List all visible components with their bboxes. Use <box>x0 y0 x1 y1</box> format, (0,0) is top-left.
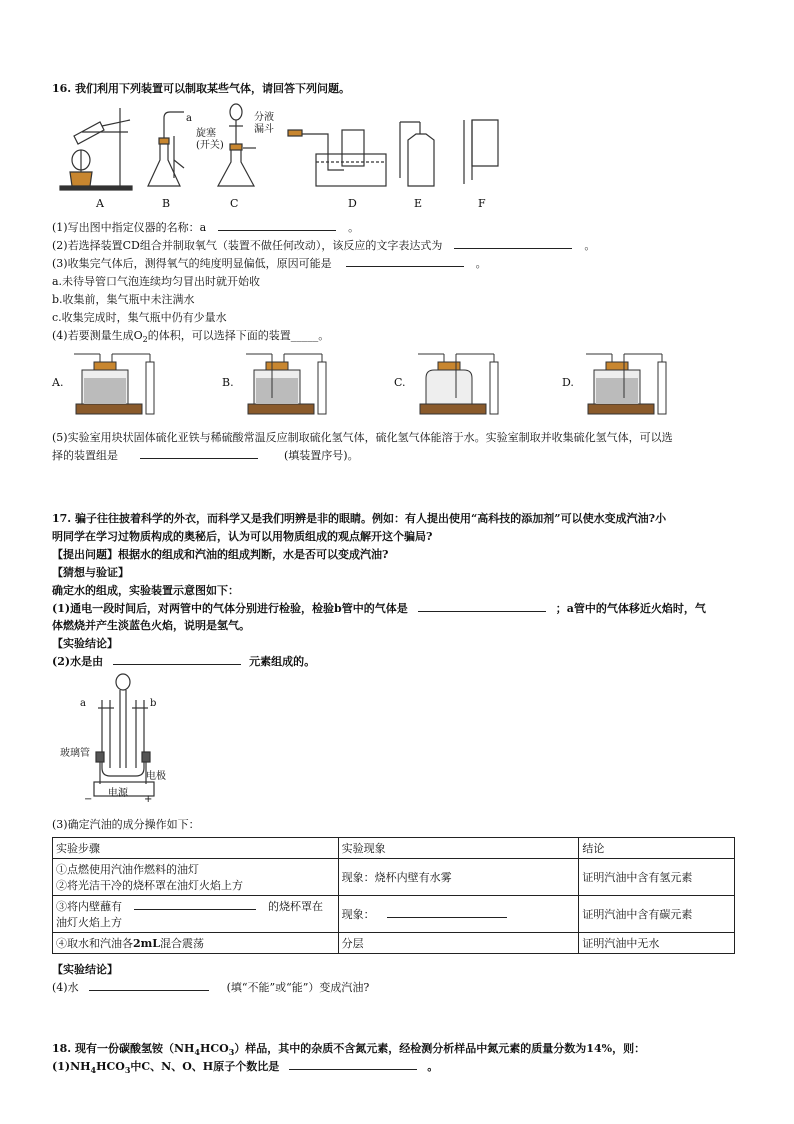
apparatus-label: B <box>162 197 171 210</box>
electrolysis-label-a: a <box>80 698 86 709</box>
answer-blank[interactable] <box>89 980 209 991</box>
minus-sign: − <box>84 794 93 805</box>
q17-heading-conclusion-2: 【实验结论】 <box>52 963 118 976</box>
answer-blank[interactable] <box>140 448 258 459</box>
q16-title: 16. 我们利用下列装置可以制取某些气体，请回答下列问题。 <box>52 82 350 95</box>
q16-part5-line2: 择的装置组是 (填装置序号)。 <box>52 449 359 462</box>
apparatus-d <box>288 130 386 186</box>
apparatus-f <box>464 120 498 184</box>
apparatus-e <box>400 122 434 186</box>
q17-line1: 17. 骗子往往披着科学的外衣，而科学又是我们明辨是非的眼睛。例如：有人提出使用“高科技的添加剂”可以使水变成汽油?小 <box>52 512 667 525</box>
measure-setups <box>70 348 670 420</box>
answer-blank[interactable] <box>454 238 572 249</box>
glass-tube-label: 玻璃管 <box>60 748 90 759</box>
setup-b <box>246 354 326 414</box>
q17-part3: (3)确定汽油的成分操作如下： <box>52 818 200 831</box>
electrolysis-label-b: b <box>150 698 157 709</box>
answer-blank[interactable] <box>134 899 256 910</box>
setup-option-c[interactable]: C. <box>394 376 406 389</box>
setup-a <box>74 354 154 414</box>
table-row: ④取水和汽油各2mL混合震荡 分层 证明汽油中无水 <box>53 933 735 954</box>
table-header: 实验步骤 <box>53 838 339 859</box>
table-header: 实验现象 <box>338 838 579 859</box>
label-switch: (开关) <box>196 140 224 151</box>
q16-option-b: b.收集前，集气瓶中未注满水 <box>52 293 195 306</box>
q16-part4: (4)若要测量生成$O_2$的体积，可以选择下面的装置_____。 <box>52 329 330 345</box>
q16-part1: (1)写出图中指定仪器的名称：a 。 <box>52 221 360 234</box>
q16-option-a: a.未待导管口气泡连续均匀冒出时就开始收 <box>52 275 261 288</box>
electrode-label: 电极 <box>146 771 166 782</box>
apparatus-a <box>60 108 132 190</box>
apparatus-label: D <box>348 197 357 210</box>
setup-c <box>418 354 498 414</box>
table-row: ③将内壁蘸有 的烧杯罩在 油灯火焰上方 现象： 证明汽油中含有碳元素 <box>53 896 735 933</box>
setup-option-a[interactable]: A. <box>52 376 64 389</box>
apparatus-label: A <box>96 197 104 210</box>
answer-blank[interactable] <box>346 256 464 267</box>
q17-heading-conclusion: 【实验结论】 <box>52 637 118 650</box>
table-row: ①点燃使用汽油作燃料的油灯 ②将光洁干冷的烧杯罩在油灯火焰上方 现象：烧杯内壁有水雾 证明汽油中含有氢元素 <box>53 859 735 896</box>
table-header: 结论 <box>579 838 735 859</box>
answer-blank[interactable] <box>289 1059 417 1070</box>
electrolysis-diagram <box>90 672 180 804</box>
apparatus-label: C <box>230 197 239 210</box>
q17-part4: (4)水 (填“不能”或“能”）变成汽油? <box>52 981 370 994</box>
label-funnel-1: 分液 <box>254 112 274 123</box>
label-stopcock: 旋塞 <box>196 128 216 139</box>
q16-part3: (3)收集完气体后，测得氧气的纯度明显偏低，原因可能是 。 <box>52 257 487 270</box>
power-label: 电源 <box>108 788 128 799</box>
answer-blank[interactable] <box>418 601 546 612</box>
label-funnel-2: 漏斗 <box>254 124 274 135</box>
answer-blank[interactable] <box>113 654 241 665</box>
q17-line2: 明同学在学习过物质构成的奥秘后，认为可以用物质组成的观点解开这个骗局? <box>52 530 433 543</box>
q17-part1-line2: 体燃烧并产生淡蓝色火焰，说明是氢气。 <box>52 619 250 632</box>
plus-sign: + <box>144 794 153 805</box>
apparatus-label: F <box>478 197 486 210</box>
gasoline-experiment-table <box>52 837 735 954</box>
apparatus-label: E <box>414 197 423 210</box>
q17-part2: (2)水是由 元素组成的。 <box>52 655 316 668</box>
setup-option-d[interactable]: D. <box>562 376 574 389</box>
q16-option-c: c.收集完成时，集气瓶中仍有少量水 <box>52 311 227 324</box>
q17-heading-guess: 【猜想与验证】 <box>52 566 129 579</box>
q17-heading-question: 【提出问题】根据水的组成和汽油的组成判断，水是否可以变成汽油? <box>52 548 389 561</box>
label-a: a <box>186 113 192 124</box>
apparatus-figure <box>60 100 520 210</box>
q17-determine: 确定水的组成，实验装置示意图如下： <box>52 584 239 597</box>
setup-d <box>586 354 666 414</box>
q17-part1: (1)通电一段时间后，对两管中的气体分别进行检验，检验b管中的气体是 ；a管中的气体移近火焰时，气 <box>52 602 706 615</box>
setup-option-b[interactable]: B. <box>222 376 234 389</box>
q16-part5-line1: (5)实验室用块状固体硫化亚铁与稀硫酸常温反应制取硫化氢气体，硫化氢气体能溶于水。实验室制取并收集硫化氢气体，可以选 <box>52 431 673 444</box>
q18-line2: $(1)NH_4HCO_3$中C、N、O、H原子个数比是 。 <box>52 1060 439 1076</box>
answer-blank[interactable] <box>218 220 336 231</box>
q18-line1: 18. 现有一份碳酸氢铵$(NH_4HCO_3)$样品，其中的杂质不含氮元素，经检测分析样品中氮元素的质量分数为14%，则： <box>52 1042 646 1058</box>
answer-blank[interactable] <box>387 907 507 918</box>
q16-part2: (2)若选择装置CD组合并制取氧气（装置不做任何改动），该反应的文字表达式为 。 <box>52 239 596 252</box>
apparatus-b <box>148 112 184 186</box>
